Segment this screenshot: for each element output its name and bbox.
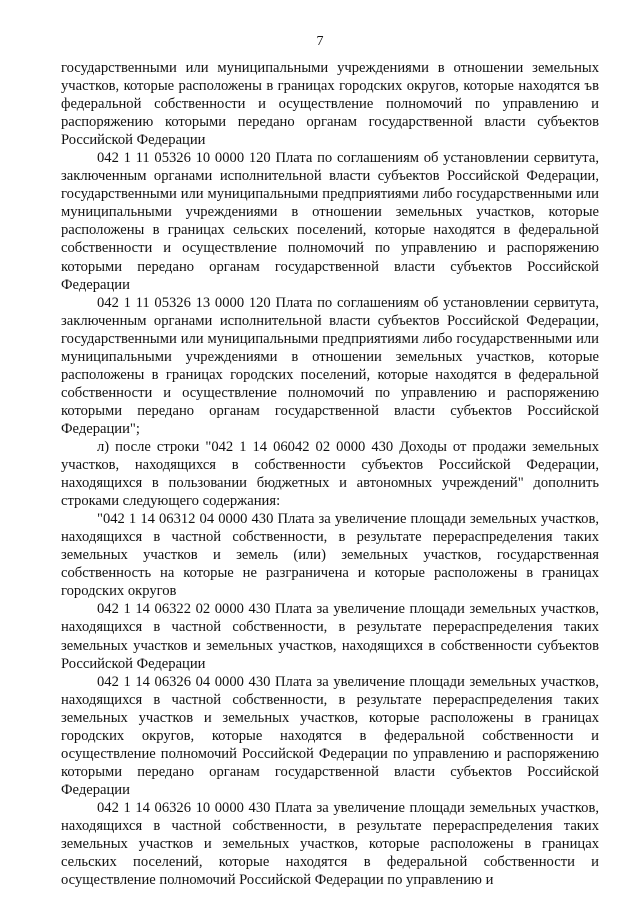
paragraph-continuation: государственными или муниципальными учреждениями в отношении земельных участков, которые расположены в границах городских округов, которые находятся ъв федеральной собственности и осуществление полномочий по управлению и распоряжению которыми передано органам государственной власти субъектов Российской Федерации xyxy=(61,60,599,149)
paragraph-code-1-11-05326-13: 042 1 11 05326 13 0000 120 Плата по соглашениям об установлении сервитута, заключенным органами исполнительной власти субъектов Российской Федерации, государственными или муниципальными предприятиями либо государственными или муниципальными учреждениями в отношении земельных участков, которые расположены в границах городских поселений, которые находятся в федеральной собственности и осуществление полномочий по управлению и распоряжению которыми передано органам государственной власти субъектов Российской Федерации"; xyxy=(61,294,599,437)
paragraph-code-1-14-06312-04: "042 1 14 06312 04 0000 430 Плата за увеличение площади земельных участков, находящихся в частной собственности, в результате перераспределения таких земельных участков и земель (или) земельных участков, государственная собственность на которые не разграничена и которые расположены в границах городских округов xyxy=(61,511,599,600)
paragraph-code-1-14-06326-10: 042 1 14 06326 10 0000 430 Плата за увеличение площади земельных участков, находящихся в частной собственности, в результате перераспределения таких земельных участков и земельных участков, которые расположены в границах сельских поселений, которые находятся в федеральной собственности и осуществление полномочий Российской Федерации по управлению и xyxy=(61,799,599,889)
paragraph-item-l: л) после строки "042 1 14 06042 02 0000 430 Доходы от продажи земельных участков, находящихся в собственности субъектов Российской Федерации, находящихся в пользовании бюджетных и автономных учреждений" дополнить строками следующего содержания: xyxy=(61,438,599,510)
paragraph-code-1-14-06326-04: 042 1 14 06326 04 0000 430 Плата за увеличение площади земельных участков, находящихся в частной собственности, в результате перераспределения таких земельных участков и земельных участков, которые расположены в границах городских округов, которые находятся в федеральной собственности и осуществление полномочий Российской Федерации по управлению и распоряжению которыми передано органам государственной власти субъектов Российской Федерации xyxy=(61,673,599,798)
paragraph-code-1-14-06322-02: 042 1 14 06322 02 0000 430 Плата за увеличение площади земельных участков, находящихся в частной собственности, в результате перераспределения таких земельных участков и земельных участков, находящихся в собственности субъектов Российской Федерации xyxy=(61,601,599,672)
paragraph-code-1-11-05326-10: 042 1 11 05326 10 0000 120 Плата по соглашениям об установлении сервитута, заключенным органами исполнительной власти субъектов Российской Федерации, государственными или муниципальными предприятиями либо государственными или муниципальными учреждениями в отношении земельных участков, которые расположены в границах сельских поселений, которые находятся в федеральной собственности и осуществление полномочий по управлению и распоряжению которыми передано органам государственной власти субъектов Российской Федерации xyxy=(61,150,599,293)
page-number: 7 xyxy=(316,34,324,49)
document-body xyxy=(61,59,599,889)
